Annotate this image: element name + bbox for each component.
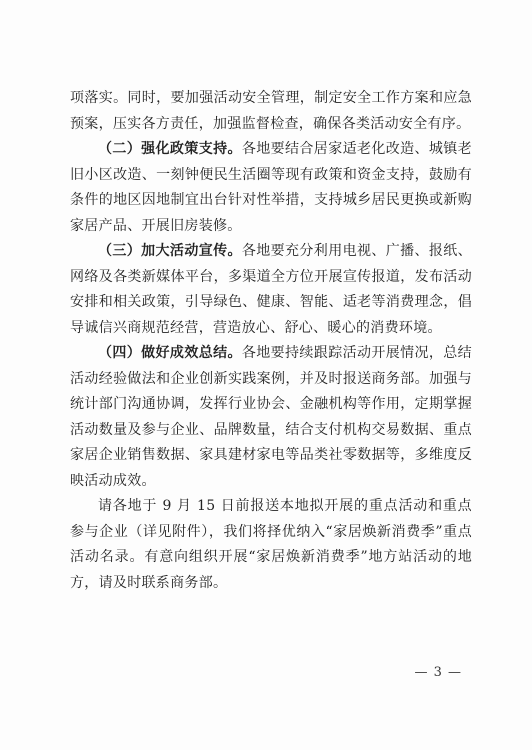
page-number: — 3 —	[414, 665, 462, 680]
paragraph-3-heading: （三）加大活动宣传。	[98, 243, 242, 259]
paragraph-4-heading: （四）做好成效总结。	[98, 345, 242, 361]
paragraph-4-text: 各地要持续跟踪活动开展情况，总结活动经验做法和企业创新实践案例，并及时报送商务部。加强与统计部门沟通协调，发挥行业协会、金融机构等作用，定期掌握活动数量及参与企业、品牌数量，结合支付机构交易数据、重点家居企业销售数据、家具建材家电等品类社零数据等，多维度反映活动成效。	[70, 345, 472, 489]
paragraph-3-text: 各地要充分利用电视、广播、报纸、网络及各类新媒体平台，多渠道全方位开展宣传报道，发布活动安排和相关政策，引导绿色、健康、智能、适老等消费理念，倡导诚信兴商规范经营，营造放心、舒心、暖心的消费环境。	[70, 243, 472, 336]
paragraph-1	[70, 86, 472, 137]
paragraph-2-text: 各地要结合居家适老化改造、城镇老旧小区改造、一刻钟便民生活圈等现有政策和资金支持，鼓励有条件的地区因地制宜出台针对性举措，支持城乡居民更换或新购家居产品、开展旧房装修。	[70, 141, 472, 234]
document-body	[70, 86, 472, 596]
paragraph-4	[70, 341, 472, 494]
paragraph-3	[70, 239, 472, 341]
paragraph-5	[70, 494, 472, 596]
paragraph-2	[70, 137, 472, 239]
paragraph-1-text: 项落实。同时，要加强活动安全管理，制定安全工作方案和应急预案，压实各方责任，加强监督检查，确保各类活动安全有序。	[70, 90, 472, 132]
paragraph-2-heading: （二）强化政策支持。	[98, 141, 242, 157]
paragraph-5-text: 请各地于 9 月 15 日前报送本地拟开展的重点活动和重点参与企业（详见附件），我们将择优纳入“家居焕新消费季”重点活动名录。有意向组织开展“家居焕新消费季”地方站活动的地方，请及时联系商务部。	[70, 498, 472, 591]
